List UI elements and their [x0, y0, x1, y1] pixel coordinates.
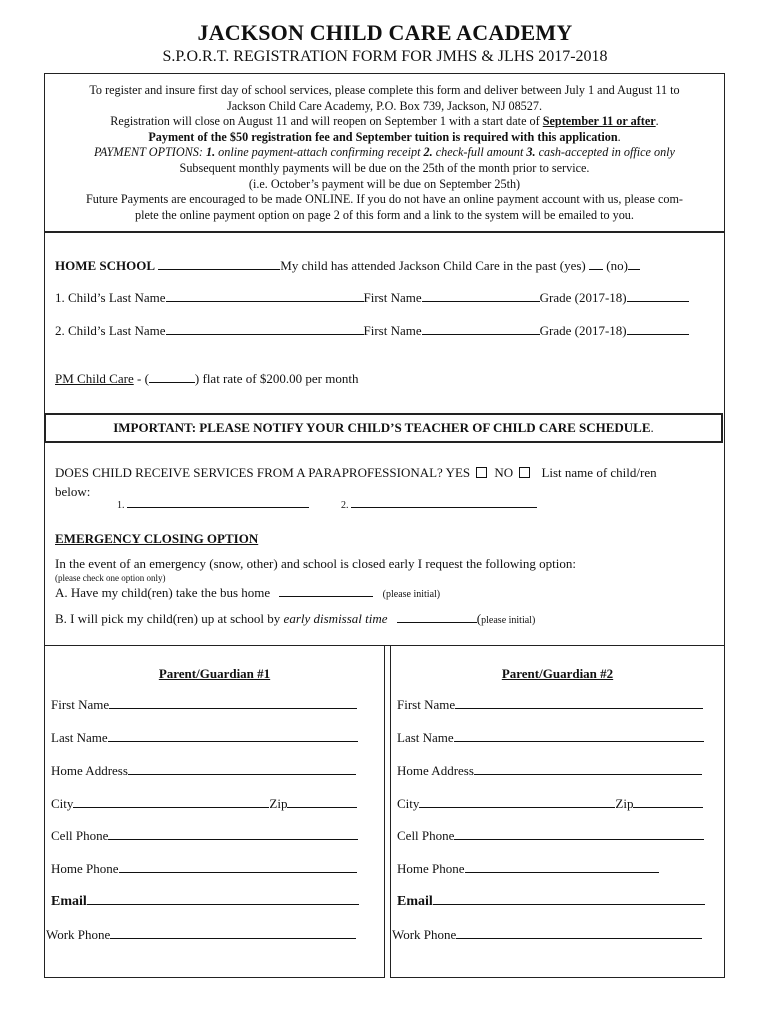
intro-line-4	[45, 130, 724, 146]
guardian-1-last-label: Last Name	[51, 730, 108, 745]
home-school-row	[55, 257, 640, 274]
guardian-2-first-field[interactable]	[455, 696, 703, 709]
child-1-first-name-label: First Name	[363, 290, 422, 305]
para-row	[55, 465, 657, 481]
option-3-num: 3.	[526, 145, 536, 160]
payment-options-label: PAYMENT OPTIONS:	[94, 145, 206, 160]
guardian-2-cell-label: Cell Phone	[397, 828, 455, 843]
guardian-1-cell-field[interactable]	[108, 827, 358, 840]
registration-section	[44, 232, 725, 646]
guardian-2-zip-label: Zip	[615, 796, 634, 811]
pm-care-rate: ) flat rate of $200.00 per month	[194, 371, 359, 386]
guardian-2-cell-field[interactable]	[454, 827, 704, 840]
guardian-2-address-row	[397, 762, 702, 779]
form-subtitle: S.P.O.R.T. REGISTRATION FORM FOR JMHS & JLHS 2017-2018	[162, 48, 608, 65]
child-2-first-name-field[interactable]	[422, 322, 540, 335]
intro-line-8: Future Payments are encouraged to be made ONLINE. If you do not have an online payment account with us, please com-	[85, 192, 683, 207]
guardian-1-heading: Parent/Guardian #1	[158, 666, 271, 681]
guardian-2-work-row	[392, 926, 702, 943]
form-title: JACKSON CHILD CARE ACADEMY	[197, 20, 573, 45]
para-name-1-field[interactable]	[127, 498, 309, 508]
para-below: below:	[55, 484, 91, 499]
attended-no-field[interactable]	[628, 257, 640, 270]
option-b-row	[55, 610, 535, 627]
option-b-time: early dismissal time	[283, 611, 388, 626]
option-3-text: cash-accepted in office only	[535, 145, 675, 160]
child-2-last-name-field[interactable]	[166, 322, 364, 335]
guardian-1-email-row	[51, 892, 359, 910]
option-b-initial-field[interactable]	[397, 610, 477, 623]
guardian-1-work-row	[46, 926, 356, 943]
guardian-2-home-row	[397, 860, 659, 877]
intro-line-7: (i.e. October’s payment will be due on September 25th)	[248, 176, 521, 191]
guardian-2-first-row	[397, 696, 703, 713]
para-no-label: NO	[494, 465, 514, 480]
guardian-2-city-field[interactable]	[419, 795, 615, 808]
child-2-grade-label: Grade (2017-18)	[539, 323, 627, 338]
home-school-field[interactable]	[158, 257, 280, 270]
guardian-2-city-label: City	[397, 796, 420, 811]
option-a-initial-note: (please initial)	[382, 589, 441, 600]
child-2-last-name-label: 2. Child’s Last Name	[55, 323, 166, 338]
guardian-2-first-label: First Name	[397, 697, 456, 712]
emergency-heading: EMERGENCY CLOSING OPTION	[55, 531, 259, 546]
guardian-1-cell-row	[51, 827, 358, 844]
guardian-1-last-row	[51, 729, 358, 746]
child-1-row	[55, 289, 689, 306]
guardian-1-email-field[interactable]	[87, 892, 359, 905]
guardian-1-city-field[interactable]	[73, 795, 269, 808]
guardian-2-city-row	[397, 795, 703, 812]
guardian-1-box	[44, 645, 385, 978]
child-1-first-name-field[interactable]	[422, 289, 540, 302]
option-1-text: online payment-attach confirming receipt	[215, 145, 424, 160]
guardian-2-zip-field[interactable]	[633, 795, 703, 808]
para-list-label: List name of child/ren	[541, 465, 657, 480]
intro-line-3	[45, 114, 724, 130]
guardian-2-email-field[interactable]	[433, 892, 705, 905]
guardian-1-cell-label: Cell Phone	[51, 828, 109, 843]
child-2-row	[55, 322, 689, 339]
guardian-2-email-label: Email	[397, 894, 433, 909]
guardian-1-address-label: Home Address	[51, 763, 128, 778]
option-b-label: B. I will pick my child(ren) up at school by	[55, 611, 284, 626]
intro-line-3-end: .	[655, 114, 659, 129]
guardian-1-first-field[interactable]	[109, 696, 357, 709]
guardian-1-home-label: Home Phone	[51, 861, 119, 876]
para-no-checkbox[interactable]	[519, 467, 530, 478]
attended-no-label: (no)	[606, 258, 628, 273]
intro-line-6: Subsequent monthly payments will be due on the 25th of the month prior to service.	[179, 160, 590, 175]
attended-question: My child has attended Jackson Child Care in the past (yes)	[280, 258, 586, 273]
option-1-num: 1.	[205, 145, 216, 160]
guardian-2-home-field[interactable]	[465, 860, 659, 873]
child-2-grade-field[interactable]	[627, 322, 689, 335]
guardian-2-box	[390, 645, 725, 978]
pm-care-dash: - (	[133, 371, 149, 386]
guardian-1-address-field[interactable]	[128, 762, 356, 775]
child-1-last-name-label: 1. Child’s Last Name	[55, 290, 166, 305]
pm-care-row	[55, 370, 358, 387]
emergency-text: In the event of an emergency (snow, other) and school is closed early I request the following option:	[55, 556, 576, 571]
guardian-1-work-label: Work Phone	[46, 927, 111, 942]
option-a-row	[55, 584, 440, 601]
guardian-1-city-label: City	[51, 796, 74, 811]
pm-care-field[interactable]	[149, 370, 195, 383]
guardian-2-last-field[interactable]	[454, 729, 704, 742]
intro-line-4-end: .	[617, 129, 621, 144]
instructions-box	[44, 73, 725, 232]
guardian-2-work-field[interactable]	[456, 926, 702, 939]
payment-options	[45, 145, 724, 161]
guardian-1-zip-field[interactable]	[287, 795, 357, 808]
para-yes-checkbox[interactable]	[476, 467, 487, 478]
para-question: DOES CHILD RECEIVE SERVICES FROM A PARAPROFESSIONAL? YES	[55, 465, 471, 480]
option-2-text: check-full amount	[432, 145, 527, 160]
para-name-1-num: 1.	[117, 500, 125, 511]
start-date: September 11 or after	[542, 114, 656, 129]
home-school-label: HOME SCHOOL	[55, 258, 156, 273]
important-text: IMPORTANT: PLEASE NOTIFY YOUR CHILD’S TEACHER OF CHILD CARE SCHEDULE	[113, 420, 651, 435]
option-b-initial-note: please initial)	[481, 615, 536, 626]
guardian-1-last-field[interactable]	[108, 729, 358, 742]
para-name-2-field[interactable]	[351, 498, 537, 508]
para-name-1	[117, 498, 309, 511]
guardian-1-home-row	[51, 860, 357, 877]
guardian-1-address-row	[51, 762, 356, 779]
option-2-num: 2.	[423, 145, 433, 160]
guardian-2-address-label: Home Address	[397, 763, 474, 778]
guardian-1-first-label: First Name	[51, 697, 110, 712]
guardian-1-zip-label: Zip	[269, 796, 288, 811]
guardian-1-work-field[interactable]	[110, 926, 356, 939]
intro-line-3-text: Registration will close on August 11 and will reopen on September 1 with a start date of	[110, 114, 543, 129]
important-end: .	[650, 420, 654, 435]
child-1-grade-label: Grade (2017-18)	[539, 290, 627, 305]
option-a-label: A. Have my child(ren) take the bus home	[55, 585, 271, 600]
option-a-initial-field[interactable]	[279, 584, 373, 597]
guardian-2-work-label: Work Phone	[392, 927, 457, 942]
option-b-paren: (	[476, 611, 482, 626]
guardian-1-first-row	[51, 696, 357, 713]
pm-care-label: PM Child Care	[55, 371, 134, 386]
guardian-2-home-label: Home Phone	[397, 861, 465, 876]
child-1-last-name-field[interactable]	[166, 289, 364, 302]
guardian-2-last-row	[397, 729, 704, 746]
intro-line-2: Jackson Child Care Academy, P.O. Box 739, Jackson, NJ 08527.	[226, 98, 543, 113]
guardian-2-address-field[interactable]	[474, 762, 702, 775]
guardian-1-email-label: Email	[51, 894, 87, 909]
intro-line-1: To register and insure first day of school services, please complete this form and deliver between July 1 and August 11 to	[89, 83, 680, 97]
check-one-note: (please check one option only)	[55, 573, 166, 583]
guardian-2-last-label: Last Name	[397, 730, 454, 745]
guardian-2-heading: Parent/Guardian #2	[501, 666, 614, 681]
payment-required: Payment of the $50 registration fee and September tuition is required with this application	[148, 129, 618, 144]
intro-line-9: plete the online payment option on page 2 of this form and a link to the system will be emailed to you.	[135, 207, 634, 222]
attended-yes-field[interactable]	[589, 257, 603, 270]
child-1-grade-field[interactable]	[627, 289, 689, 302]
para-name-2	[341, 498, 537, 511]
guardian-2-cell-row	[397, 827, 704, 844]
important-notice	[44, 413, 723, 443]
guardian-2-email-row	[397, 892, 705, 910]
guardian-1-home-field[interactable]	[119, 860, 357, 873]
guardian-1-city-row	[51, 795, 357, 812]
child-2-first-name-label: First Name	[363, 323, 422, 338]
para-name-2-num: 2.	[341, 500, 349, 511]
